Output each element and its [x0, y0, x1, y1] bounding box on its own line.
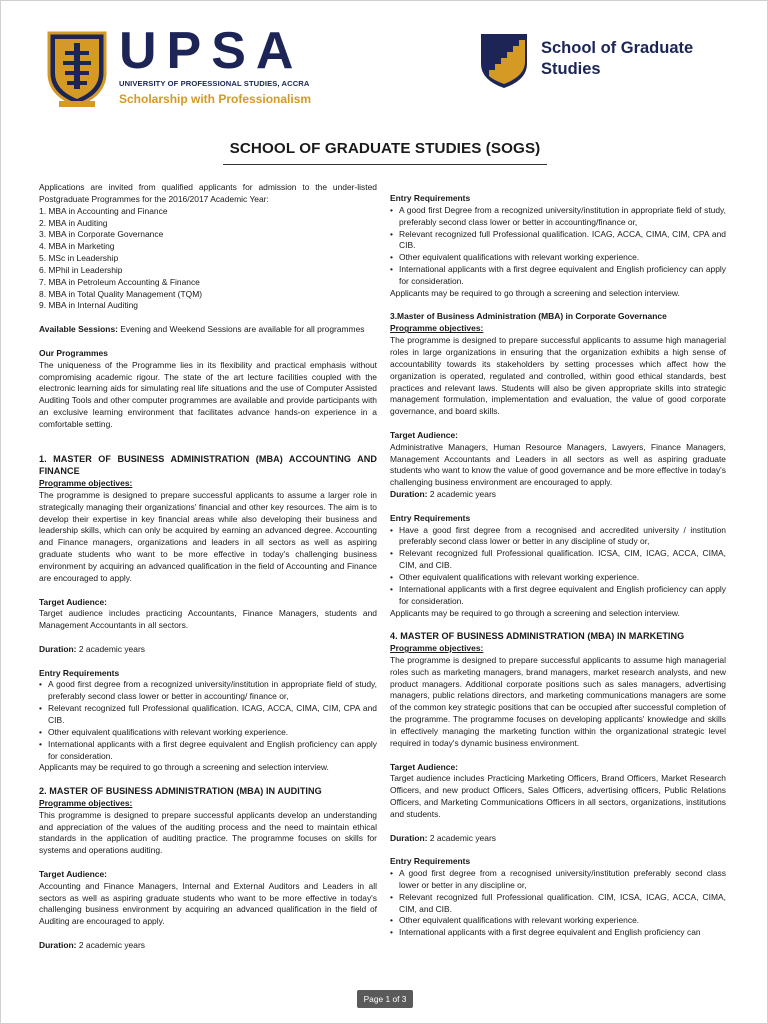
duration-label: Duration: — [39, 643, 77, 654]
list-item: 5. MSc in Leadership — [39, 253, 119, 264]
duration-label: Duration: — [39, 940, 77, 950]
section-heading: 3.Master of Business Administration (MBA) in Corporate Governance — [390, 311, 667, 322]
list-item: • Relevant recognized full Professional qualification. CIM, ICSA, ICAG, ACCA, CIMA, CIM, and CIB. — [390, 892, 726, 916]
list-item: 6. MPhil in Leadership — [39, 264, 123, 275]
list-item: 4. MBA in Marketing — [39, 241, 115, 252]
duration-label: Duration: — [390, 832, 428, 843]
left-column — [39, 182, 377, 952]
page-title: SCHOOL OF GRADUATE STUDIES (SOGS) — [229, 140, 541, 157]
section-heading: 2. MASTER OF BUSINESS ADMINISTRATION (MBA) IN AUDITING — [39, 786, 322, 797]
duration-line — [39, 644, 377, 656]
list-item: • A good first degree from a recognised university/institution preferably second class lower or better in any discipline or, — [390, 868, 726, 892]
objectives-label: Programme objectives: — [390, 643, 484, 654]
list-item: • Other equivalent qualifications with relevant working experience. — [390, 572, 726, 584]
sgs-title: School of Graduate Studies — [541, 39, 694, 78]
audience-text: Accounting and Finance Managers, Internal and External Auditors and Leaders in all sectors as well as aspiring graduate students who want to be more effective in today's challenging business environment by acquiring an advanced qualification in the field of Auditing are encouraged to apply. — [39, 880, 377, 927]
list-item: 8. MBA in Total Quality Management (TQM) — [39, 288, 203, 299]
objectives-label: Programme objectives: — [390, 323, 484, 334]
list-item: • A good first Degree from a recognized university/institution in appropriate field of study, preferably second class lower or better in accounting/finance or, — [390, 205, 726, 229]
list-item: • Have a good first degree from a recognised and accredited university / institution preferably second class lower or better in any discipline of study or, — [390, 525, 726, 549]
list-item: 9. MBA in Internal Auditing — [39, 300, 138, 311]
list-item: • Other equivalent qualifications with relevant working experience. — [390, 252, 726, 264]
screening-text: Applicants may be required to go through a screening and selection interview. — [390, 287, 680, 298]
list-item: • A good first degree from a recognized university/institution in appropriate field of study, preferably second class lower or better in accounting/ finance or, — [39, 679, 377, 703]
list-item: • International applicants with a first degree equivalent and English proficiency can — [390, 927, 726, 939]
audience-label: Target Audience: — [39, 596, 107, 607]
university-fullname: UNIVERSITY OF PROFESSIONAL STUDIES, ACCRA — [119, 79, 310, 88]
sessions-label: Available Sessions: — [39, 324, 118, 335]
list-item: • International applicants with a first degree equivalent and English proficiency can apply for consideration. — [39, 739, 377, 763]
list-item: • International applicants with a first degree equivalent and English proficiency can apply for consideration. — [390, 264, 726, 288]
duration-line — [390, 833, 726, 845]
our-programmes-text: The uniqueness of the Programme lies in its flexibility and practical emphasis without compromising academic rigour. The state of the art lecture facilities coupled with the electronic learning aids for simulating real life situations and the use of Computer Assisted Auditing Tools and other computer programmes are available and provide participants with an exclusive learning environment that facilitates advance hands-on experience in a comfortable setting. — [39, 359, 377, 429]
entry-label: Entry Requirements — [390, 193, 471, 203]
sessions-text: Evening and Weekend Sessions are available for all programmes — [117, 324, 365, 335]
section-heading: 4. MASTER OF BUSINESS ADMINISTRATION (MBA) IN MARKETING — [390, 631, 685, 642]
audience-label: Target Audience: — [390, 429, 458, 440]
list-item: • Other equivalent qualifications with relevant working experience. — [39, 727, 377, 739]
list-item: • Relevant recognized full Professional qualification. ICAG, ACCA, CIMA, CIM, CPA and CIB. — [390, 229, 726, 253]
duration-line — [390, 489, 726, 501]
list-item: 1. MBA in Accounting and Finance — [39, 205, 168, 216]
objectives-label: Programme objectives: — [39, 478, 133, 489]
list-item: • International applicants with a first degree equivalent and English proficiency can apply for consideration. — [390, 584, 726, 608]
intro-text: Applications are invited from qualified applicants for admission to the under-listed Postgraduate Programmes for the 2016/2017 Academic Year: — [39, 182, 377, 204]
title-underline — [223, 164, 547, 165]
duration-text: 2 academic years — [427, 832, 496, 843]
sessions-line — [39, 324, 377, 336]
objectives-text: The programme is designed to prepare successful applicants to assume high managerial roles in large organizations in ensuring that the organization exhibits a high sense of accountability towards its stakeholders by setting processes which affect how the organization is operated, regulated and controlled, within good ethical standards, best practices and relevant laws. Students will also be given appropriate skills into strategic management formulation, implementation and evaluation, the value of good corporate governance, and board skills. — [390, 335, 726, 417]
audience-label: Target Audience: — [39, 868, 107, 879]
objectives-text: This programme is designed to prepare successful applicants develop an understanding and appreciation of the values of the auditing process and the need to maintain ethical standards in the application of auditing practice. The programme focuses on skills for systems and operations auditing. — [39, 809, 377, 856]
entry-label: Entry Requirements — [390, 512, 471, 523]
entry-list — [390, 868, 726, 939]
list-item: • Relevant recognized full Professional qualification. ICAG, ACCA, CIMA, CIM, CPA and CIB. — [39, 703, 377, 727]
duration-text: 2 academic years — [76, 940, 145, 950]
upsa-crest-logo — [45, 29, 109, 109]
audience-label: Target Audience: — [390, 761, 458, 772]
audience-text: Administrative Managers, Human Resource Managers, Lawyers, Finance Managers, Management Accountants and Leaders in all sectors as well as aspiring graduate students who want to know the value of good governance and be more effective in today's challenging business environment are encouraged to apply. — [390, 441, 726, 488]
entry-list — [390, 205, 726, 288]
entry-list — [39, 679, 377, 762]
list-item: • Relevant recognized full Professional qualification. ICSA, CIM, ICAG, ACCA, CIMA, CIM, and CIB. — [390, 548, 726, 572]
list-item: 3. MBA in Corporate Governance — [39, 229, 164, 240]
upsa-wordmark: UPSA — [119, 22, 304, 80]
duration-line — [39, 940, 377, 952]
page-number-badge: Page 1 of 3 — [357, 990, 413, 1008]
right-column — [390, 193, 726, 939]
objectives-text: The programme is designed to prepare successful applicants to assume a larger role in strategically managing their organizations' financial and other key resources. The aim is to develop their expertise in key financial areas while also developing their business and leadership skills, which can only be acquired by earning an advanced degree. Accounting and Finance managers, organizations and leaders in all sectors as well as aspiring graduate students who want to be more effective in today's challenging business environment by acquiring an advanced qualification in the field of Accounting and Finance are encouraged to apply. — [39, 489, 377, 583]
list-item: • Other equivalent qualifications with relevant working experience. — [390, 915, 726, 927]
entry-list — [390, 525, 726, 608]
duration-text: 2 academic years — [76, 643, 145, 654]
section-heading: 1. MASTER OF BUSINESS ADMINISTRATION (MBA) ACCOUNTING AND FINANCE — [39, 454, 377, 477]
screening-text: Applicants may be required to go through a screening and selection interview. — [39, 762, 329, 773]
audience-text: Target audience includes Practicing Marketing Officers, Brand Officers, Market Research Officers, and new product Officers, Sales Officers, advertising officers, Public Relations Officers, and Marketing Communications Officers in all sectors, organizations, institutions and students. — [390, 773, 726, 819]
objectives-text: The programme is designed to prepare successful applicants to assume high managerial roles such as marketing managers, brand managers, market research analysts, and new product managers. Additional corporate positions such as sales managers, advertising managers, public relations directors, and marketing communications managers are some of the common key strategic positions that can be occupied after successful completion of the programme. The programme focuses on developing applicants' knowledge and skills in effectively managing the marketing function within the organizational strategic level required in today's dynamic business environment. — [390, 654, 726, 748]
our-programmes-heading: Our Programmes — [39, 347, 108, 358]
university-tagline: Scholarship with Professionalism — [119, 92, 312, 106]
sgs-shield-logo — [479, 32, 529, 90]
list-item: 7. MBA in Petroleum Accounting & Finance — [39, 276, 200, 287]
objectives-label: Programme objectives: — [39, 797, 133, 808]
screening-text: Applicants may be required to go through a screening and selection interview. — [390, 607, 680, 618]
entry-label: Entry Requirements — [39, 667, 120, 678]
entry-label: Entry Requirements — [390, 856, 471, 867]
audience-text: Target audience includes practicing Accountants, Finance Managers, students and Management Accountants in all sectors. — [39, 608, 377, 631]
duration-label: Duration: — [390, 489, 428, 500]
duration-text: 2 academic years — [427, 489, 496, 500]
programme-list — [39, 206, 377, 313]
list-item: 2. MBA in Auditing — [39, 217, 108, 228]
